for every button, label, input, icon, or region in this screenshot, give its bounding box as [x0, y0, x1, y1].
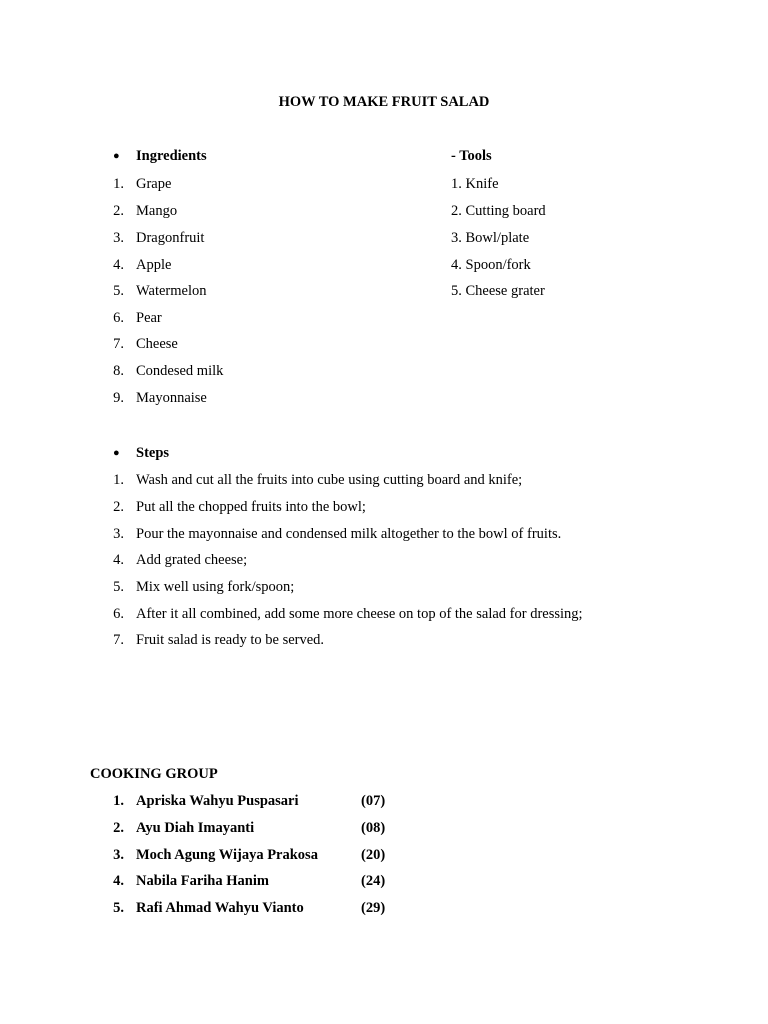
- list-number: 3.: [113, 230, 124, 246]
- bullet-icon: ●: [113, 150, 120, 162]
- list-number: 7.: [113, 336, 124, 352]
- member-number: 5.: [113, 900, 124, 916]
- ingredient-text: Grape: [136, 176, 172, 192]
- tools-heading: - Tools: [451, 148, 492, 164]
- tool-text: 1. Knife: [451, 176, 499, 192]
- list-number: 6.: [113, 606, 124, 622]
- list-number: 4.: [113, 552, 124, 568]
- list-number: 2.: [113, 499, 124, 515]
- member-code: (24): [361, 873, 386, 889]
- step-text: After it all combined, add some more cheese on top of the salad for dressing;: [136, 606, 583, 622]
- step-text: Fruit salad is ready to be served.: [136, 632, 325, 648]
- ingredient-text: Cheese: [136, 336, 178, 352]
- list-number: 7.: [113, 632, 124, 648]
- member-code: (20): [361, 847, 386, 863]
- tool-text: 4. Spoon/fork: [451, 257, 531, 273]
- list-number: 1.: [113, 472, 124, 488]
- ingredient-text: Mayonnaise: [136, 390, 207, 406]
- ingredient-text: Condesed milk: [136, 363, 224, 379]
- step-text: Add grated cheese;: [136, 552, 248, 568]
- list-number: 6.: [113, 310, 124, 326]
- ingredient-text: Watermelon: [136, 283, 207, 299]
- member-name: Moch Agung Wijaya Prakosa: [136, 847, 318, 863]
- tool-text: 3. Bowl/plate: [451, 230, 530, 246]
- step-text: Put all the chopped fruits into the bowl;: [136, 499, 366, 515]
- ingredient-text: Dragonfruit: [136, 230, 205, 246]
- member-name: Nabila Fariha Hanim: [136, 873, 269, 889]
- member-name: Ayu Diah Imayanti: [136, 820, 255, 836]
- bullet-icon: ●: [113, 447, 120, 459]
- member-code: (07): [361, 793, 386, 809]
- member-number: 2.: [113, 820, 124, 836]
- list-number: 8.: [113, 363, 124, 379]
- ingredient-text: Apple: [136, 257, 172, 273]
- member-code: (29): [361, 900, 386, 916]
- steps-heading: Steps: [136, 445, 170, 461]
- tool-text: 5. Cheese grater: [451, 283, 545, 299]
- list-number: 2.: [113, 203, 124, 219]
- member-name: Apriska Wahyu Puspasari: [136, 793, 299, 809]
- step-text: Pour the mayonnaise and condensed milk altogether to the bowl of fruits.: [136, 526, 562, 542]
- list-number: 5.: [113, 283, 124, 299]
- group-heading: COOKING GROUP: [90, 766, 218, 782]
- ingredient-text: Mango: [136, 203, 178, 219]
- step-text: Wash and cut all the fruits into cube using cutting board and knife;: [136, 472, 523, 488]
- member-number: 1.: [113, 793, 124, 809]
- member-code: (08): [361, 820, 386, 836]
- tool-text: 2. Cutting board: [451, 203, 546, 219]
- member-number: 3.: [113, 847, 124, 863]
- list-number: 5.: [113, 579, 124, 595]
- member-name: Rafi Ahmad Wahyu Vianto: [136, 900, 304, 916]
- member-number: 4.: [113, 873, 124, 889]
- ingredients-heading: Ingredients: [136, 148, 207, 164]
- list-number: 4.: [113, 257, 124, 273]
- list-number: 3.: [113, 526, 124, 542]
- list-number: 1.: [113, 176, 124, 192]
- ingredient-text: Pear: [136, 310, 162, 326]
- list-number: 9.: [113, 390, 124, 406]
- step-text: Mix well using fork/spoon;: [136, 579, 295, 595]
- document-title: HOW TO MAKE FRUIT SALAD: [278, 94, 490, 110]
